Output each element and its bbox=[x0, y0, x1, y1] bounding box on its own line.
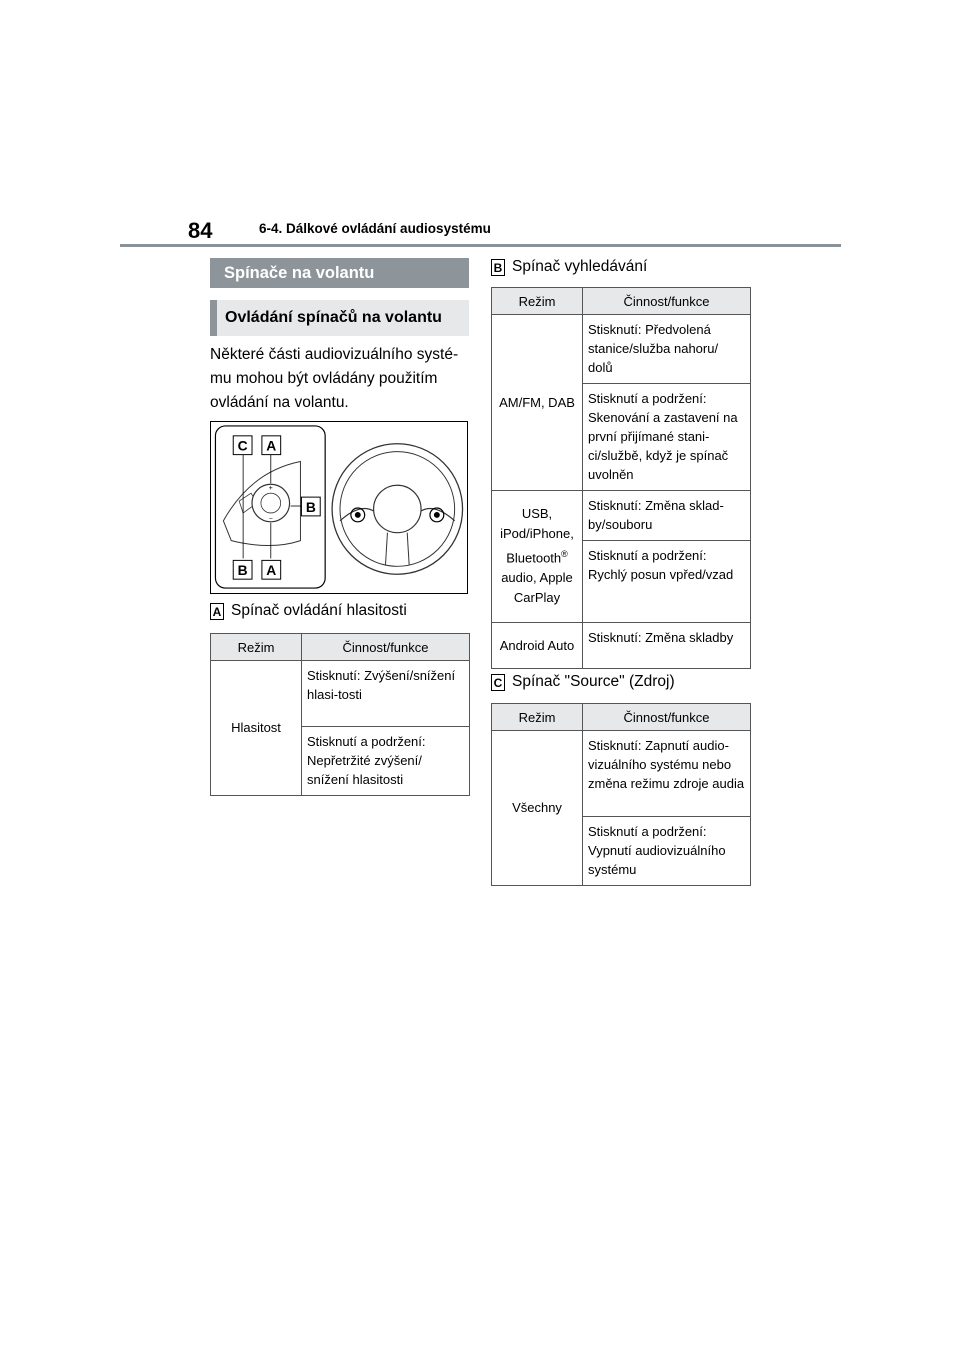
table-c-mode: Všechny bbox=[492, 731, 583, 886]
table-b-mode-2-post: audio, Apple CarPlay bbox=[501, 570, 573, 606]
callout-b-key: B bbox=[491, 259, 505, 276]
table-c-header-mode: Režim bbox=[492, 704, 583, 731]
callout-a-title: Spínač ovládání hlasitosti bbox=[231, 602, 407, 619]
table-b-mode-3: Android Auto bbox=[492, 623, 583, 669]
volume-switch-table bbox=[210, 633, 470, 796]
table-b-action-3: Stisknutí: Změna skladby bbox=[583, 623, 751, 669]
figure-label-b-bottom: B bbox=[237, 562, 248, 579]
table-b-action-1b: Stisknutí a podržení: Skenování a zastavení na první přijímané stani-ci/službě, když je spínač uvolněn bbox=[583, 384, 751, 491]
subsection-banner: Ovládání spínačů na volantu bbox=[210, 300, 469, 336]
intro-paragraph: Některé části audiovizuálního systé-mu mohou být ovládány použitím ovládání na volantu. bbox=[210, 346, 459, 411]
table-a-mode: Hlasitost bbox=[211, 661, 302, 796]
table-c-action-2: Stisknutí a podržení: Vypnutí audiovizuálního systému bbox=[583, 817, 751, 886]
figure-label-c: C bbox=[237, 437, 248, 454]
callout-a-key: A bbox=[210, 603, 224, 620]
table-b-action-2a: Stisknutí: Změna sklad-by/souboru bbox=[583, 491, 751, 541]
table-c-header-action: Činnost/funkce bbox=[583, 704, 751, 731]
callout-c-key: C bbox=[491, 674, 505, 691]
section-banner: Spínače na volantu bbox=[210, 258, 469, 288]
table-a-action-2: Stisknutí a podržení: Nepřetržité zvýšení/ snížení hlasitosti bbox=[302, 727, 470, 796]
figure-label-b-right: B bbox=[305, 498, 316, 515]
table-a-header-action: Činnost/funkce bbox=[302, 634, 470, 661]
figure-label-a-bottom: A bbox=[266, 562, 277, 579]
header-divider bbox=[120, 244, 841, 247]
svg-text:−: − bbox=[268, 515, 273, 523]
callout-b bbox=[491, 258, 647, 276]
source-switch-table bbox=[491, 703, 751, 886]
table-b-mode-2-sup: ® bbox=[561, 548, 568, 559]
table-a-header-mode: Režim bbox=[211, 634, 302, 661]
table-b-header-action: Činnost/funkce bbox=[583, 288, 751, 315]
table-a-action-1: Stisknutí: Zvýšení/snížení hlasi-tosti bbox=[302, 661, 470, 727]
table-b-mode-1: AM/FM, DAB bbox=[492, 315, 583, 491]
steering-wheel-illustration bbox=[211, 422, 467, 593]
figure-label-a-top: A bbox=[266, 437, 277, 454]
steering-wheel-figure bbox=[210, 421, 468, 594]
table-b-action-1a: Stisknutí: Předvolená stanice/služba nahoru/ dolů bbox=[583, 315, 751, 384]
svg-text:+: + bbox=[268, 485, 273, 493]
callout-b-title: Spínač vyhledávání bbox=[512, 258, 648, 275]
callout-c-title: Spínač "Source" (Zdroj) bbox=[512, 673, 675, 690]
table-c-action-1: Stisknutí: Zapnutí audio-vizuálního systému nebo změna režimu zdroje audia bbox=[583, 731, 751, 817]
callout-a bbox=[210, 602, 407, 620]
table-b-action-2b: Stisknutí a podržení: Rychlý posun vpřed/vzad bbox=[583, 541, 751, 623]
table-b-header-mode: Režim bbox=[492, 288, 583, 315]
seek-switch-table bbox=[491, 287, 751, 669]
section-title: 6-4. Dálkové ovládání audiosystému bbox=[259, 221, 491, 236]
table-b-mode-2-pre: USB, iPod/iPhone, Bluetooth bbox=[500, 505, 574, 566]
callout-c bbox=[491, 673, 675, 691]
table-b-mode-2 bbox=[492, 491, 583, 623]
page-number: 84 bbox=[188, 218, 213, 243]
